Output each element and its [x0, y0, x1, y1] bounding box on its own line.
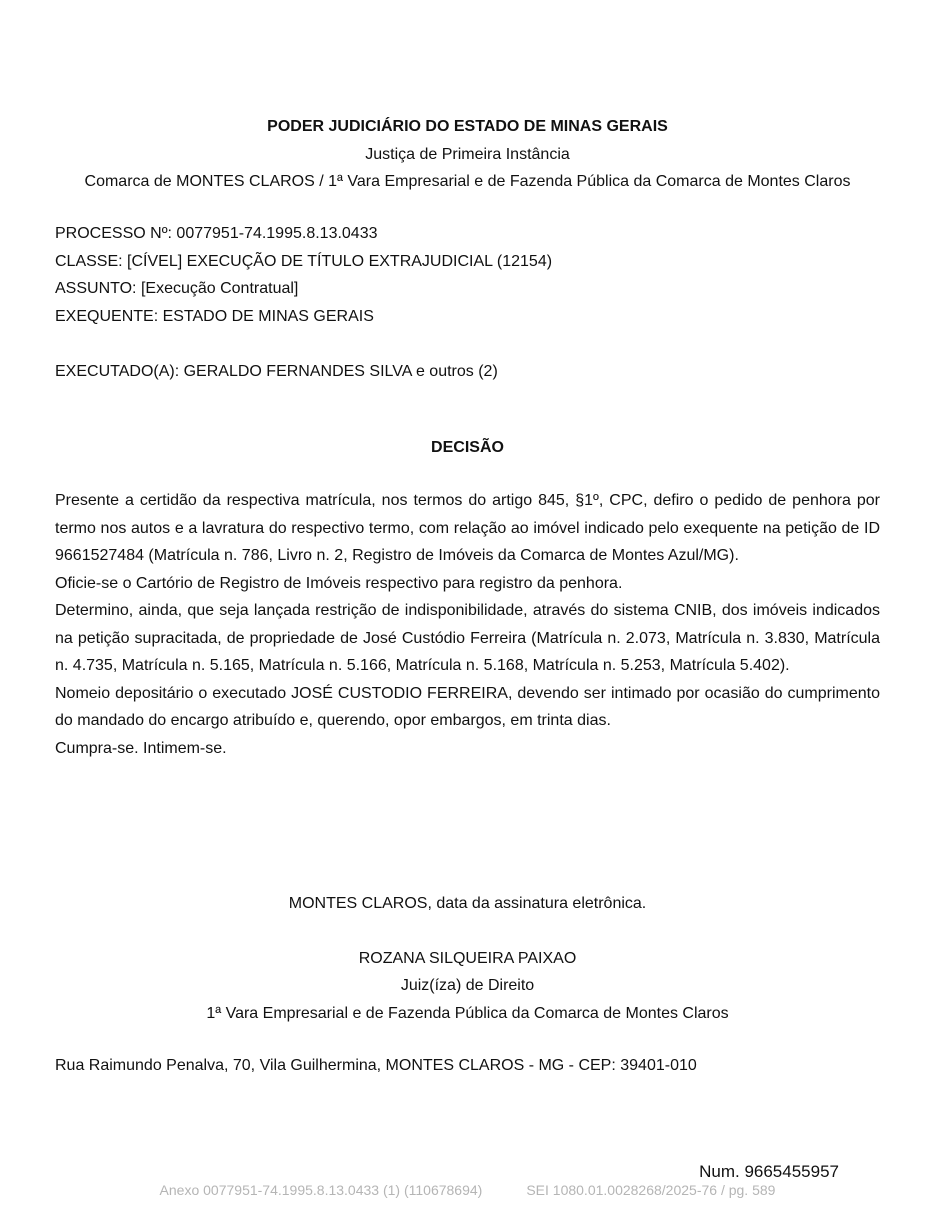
- annex-reference: Anexo 0077951-74.1995.8.13.0433 (1) (110678694): [159, 1182, 483, 1198]
- process-class: CLASSE: [CÍVEL] EXECUÇÃO DE TÍTULO EXTRAJUDICIAL (12154): [55, 253, 553, 270]
- process-subject: ASSUNTO: [Execução Contratual]: [55, 280, 299, 297]
- judge-name: ROZANA SILQUEIRA PAIXAO: [358, 950, 577, 967]
- footer-stamp: [0, 1182, 935, 1198]
- decision-paragraph: Presente a certidão da respectiva matrícula, nos termos do artigo 845, §1º, CPC, defiro o pedido de penhora por termo nos autos e a lavratura do respectivo termo, com relação ao imóvel indicado pelo exequente na petição de ID 9661527484 (Matrícula n. 786, Livro n. 2, Registro de Imóveis da Comarca de Montes Azul/MG).: [55, 492, 880, 564]
- court-address: Rua Raimundo Penalva, 70, Vila Guilhermina, MONTES CLAROS - MG - CEP: 39401-010: [55, 1057, 697, 1074]
- decision-paragraph: Oficie-se o Cartório de Registro de Imóveis respectivo para registro da penhora.: [55, 574, 623, 592]
- judge-court: 1ª Vara Empresarial e de Fazenda Pública da Comarca de Montes Claros: [206, 1005, 729, 1022]
- decision-paragraph: Cumpra-se. Intimem-se.: [55, 739, 227, 757]
- process-number: PROCESSO Nº: 0077951-74.1995.8.13.0433: [55, 225, 378, 242]
- process-plaintiff: EXEQUENTE: ESTADO DE MINAS GERAIS: [55, 308, 374, 325]
- decision-heading: DECISÃO: [431, 439, 504, 456]
- comarca-line: Comarca de MONTES CLAROS / 1ª Vara Empresarial e de Fazenda Pública da Comarca de Montes Claros: [84, 173, 851, 190]
- decision-paragraph: Determino, ainda, que seja lançada restrição de indisponibilidade, através do sistema CNIB, dos imóveis indicados na petição supracitada, de propriedade de José Custódio Ferreira (Matrícula n. 2.073, Matrícula n. 3.830, Matrícula n. 4.735, Matrícula n. 5.165, Matrícula n. 5.166, Matrícula n. 5.168, Matrícula n. 5.253, Matrícula 5.402).: [55, 602, 880, 674]
- court-title: PODER JUDICIÁRIO DO ESTADO DE MINAS GERAIS: [267, 118, 668, 135]
- decision-paragraph: Nomeio depositário o executado JOSÉ CUSTODIO FERREIRA, devendo ser intimado por ocasião do cumprimento do mandado do encargo atribuído e, querendo, opor embargos, em trinta dias.: [55, 684, 880, 729]
- decision-body: [55, 487, 880, 762]
- instance-line: Justiça de Primeira Instância: [365, 146, 570, 163]
- judge-role: Juiz(íza) de Direito: [400, 977, 535, 994]
- place-date: MONTES CLAROS, data da assinatura eletrônica.: [288, 895, 647, 912]
- process-defendant: EXECUTADO(A): GERALDO FERNANDES SILVA e outros (2): [55, 363, 498, 380]
- document-number: Num. 9665455957: [699, 1162, 839, 1181]
- sei-reference: SEI 1080.01.0028268/2025-76 / pg. 589: [526, 1182, 776, 1198]
